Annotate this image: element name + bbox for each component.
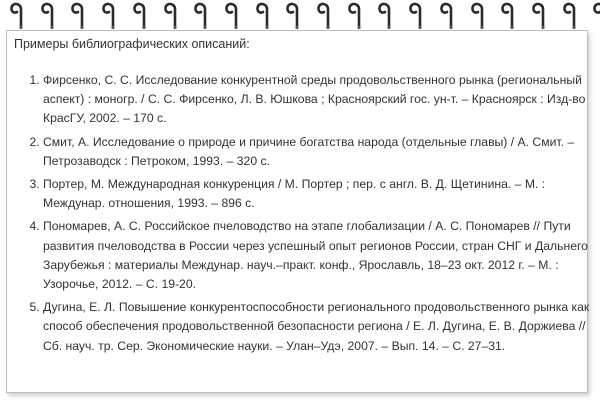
spiral-ring-icon bbox=[223, 0, 241, 30]
spiral-ring-icon bbox=[346, 0, 364, 30]
spiral-ring-icon bbox=[561, 0, 579, 30]
spiral-ring-icon bbox=[284, 0, 302, 30]
spiral-ring-icon bbox=[469, 0, 487, 30]
spiral-ring-icon bbox=[8, 0, 26, 30]
bibliography-entry-5: 5. Дугина, Е. Л. Повышение конкурентоспособности регионального продовольственного рынка как способ обеспечения продовольственной безопасности региона / Е. Л. Дугина, Е. В. Доржиева // Сб. науч. тр. Сер. Экономические науки. – Улан–Удэ, 2007. – Вып. 14. – С. 27–31. bbox=[43, 298, 591, 356]
spiral-ring-icon bbox=[254, 0, 272, 30]
bibliography-heading: Примеры библиографических описаний: bbox=[14, 37, 250, 51]
spiral-ring-icon bbox=[69, 0, 87, 30]
spiral-ring-icon bbox=[376, 0, 394, 30]
bibliography-entry-1: 1. Фирсенко, С. С. Исследование конкурентной среды продовольственного рынка (региональный аспект) : моногр. / С. С. Фирсенко, Л. В. Юшкова ; Красноярский гос. ун-т. – Красноярск : Изд-во КрасГУ, 2002. – 170 с. bbox=[43, 71, 591, 129]
bibliography-entry-2: 2. Смит, А. Исследование о природе и причине богатства народа (отдельные главы) / А. Смит. – Петрозаводск : Петроком, 1993. – 320 с. bbox=[43, 133, 591, 171]
spiral-ring-icon bbox=[100, 0, 118, 30]
bibliography-entry-4: 4. Пономарев, А. С. Российское пчеловодство на этапе глобализации / А. С. Пономарев // Пути развития пчеловодства в России через успешный опыт регионов России, стран СНГ и Дальнего Зарубежья : материалы Междунар. науч.–практ. конф., Ярославль, 18–23 окт. 2012 г. – М. : Узорочье, 2012. – С. 19-20. bbox=[43, 217, 591, 294]
spiral-ring-icon bbox=[438, 0, 456, 30]
spiral-ring-icon bbox=[530, 0, 548, 30]
spiral-binding bbox=[0, 0, 600, 34]
spiral-ring-icon bbox=[407, 0, 425, 30]
bibliography-list bbox=[25, 71, 591, 360]
spiral-ring-icon bbox=[499, 0, 517, 30]
bibliography-card bbox=[6, 30, 588, 393]
spiral-ring-icon bbox=[39, 0, 57, 30]
spiral-ring-icon bbox=[192, 0, 210, 30]
spiral-ring-icon bbox=[591, 0, 600, 30]
spiral-ring-icon bbox=[162, 0, 180, 30]
spiral-ring-icon bbox=[315, 0, 333, 30]
spiral-ring-icon bbox=[131, 0, 149, 30]
bibliography-entry-3: 3. Портер, М. Международная конкуренция / М. Портер ; пер. с англ. В. Д. Щетинина. – М. : Междунар. отношения, 1993. – 896 с. bbox=[43, 175, 591, 213]
